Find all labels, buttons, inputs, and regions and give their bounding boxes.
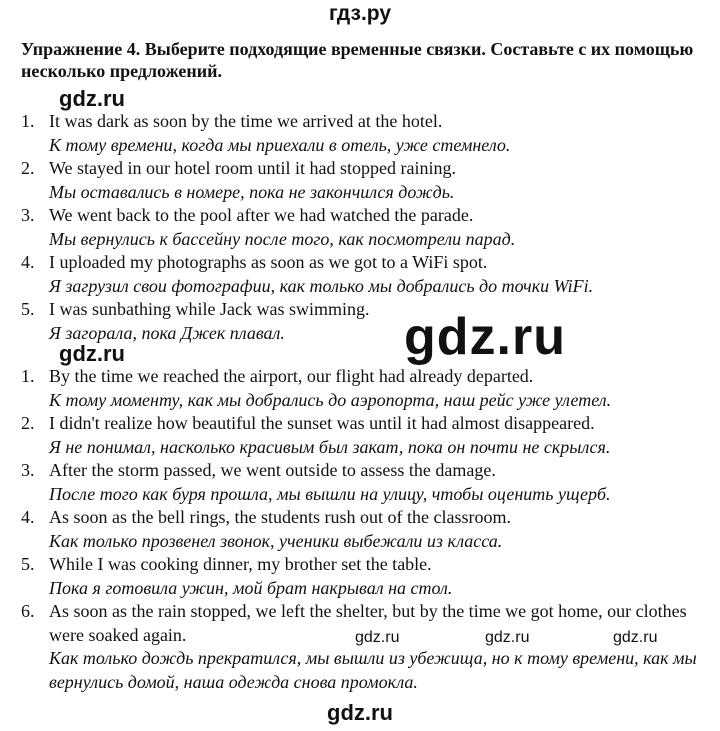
item-number: 6. (21, 601, 35, 621)
english-sentence: I didn't realize how beautiful the sunset was until it had almost disappeared. (49, 413, 595, 433)
watermark: gdz.ru (59, 341, 125, 366)
item-number: 3. (21, 205, 35, 225)
watermark: gdz.ru (59, 86, 125, 111)
item-number: 2. (21, 413, 35, 433)
russian-translation: Как только прозвенел звонок, ученики выбежали из класса. (49, 530, 503, 551)
item-number: 1. (21, 111, 35, 131)
russian-translation: Мы вернулись к бассейну после того, как посмотрели парад. (49, 228, 516, 249)
watermark-large: gdz.ru (404, 308, 566, 366)
list-item (21, 298, 711, 345)
russian-translation: Я загорала, пока Джек плавал. (49, 322, 285, 343)
site-header: гдз.ру (328, 2, 392, 25)
item-number: 4. (21, 507, 35, 527)
english-sentence: While I was cooking dinner, my brother set the table. (49, 554, 432, 574)
english-sentence: We stayed in our hotel room until it had stopped raining. (49, 158, 456, 178)
list-item (21, 365, 711, 412)
english-sentence: We went back to the pool after we had watched the parade. (49, 205, 474, 225)
watermark-small: gdz.ru (613, 629, 658, 646)
list-item (21, 412, 711, 459)
list-item (21, 157, 711, 204)
list-item (21, 553, 711, 600)
answer-list-1 (21, 110, 711, 345)
english-sentence: It was dark as soon by the time we arrived at the hotel. (49, 111, 443, 131)
russian-translation: Как только дождь прекратился, мы вышли из убежища, но к тому времени, как мы вернулись домой, наша одежда снова промокла. (49, 648, 697, 692)
russian-translation: Я загрузил свои фотографии, как только мы добрались до точки WiFi. (49, 275, 594, 296)
watermark-small: gdz.ru (485, 629, 530, 646)
list-item (21, 110, 711, 157)
english-sentence: As soon as the rain stopped, we left the shelter, but by the time we got home, our clothes were soaked again. (49, 601, 687, 645)
russian-translation: Пока я готовила ужин, мой брат накрывал на стол. (49, 577, 453, 598)
item-number: 2. (21, 158, 35, 178)
item-number: 5. (21, 554, 35, 574)
list-item (21, 251, 711, 298)
english-sentence: After the storm passed, we went outside to assess the damage. (49, 460, 496, 480)
watermark-footer: gdz.ru (327, 700, 393, 725)
russian-translation: К тому времени, когда мы приехали в отель, уже стемнело. (49, 134, 511, 155)
item-number: 3. (21, 460, 35, 480)
english-sentence: As soon as the bell rings, the students rush out of the classroom. (49, 507, 511, 527)
list-item (21, 506, 711, 553)
item-number: 1. (21, 366, 35, 386)
list-item (21, 204, 711, 251)
list-item (21, 600, 711, 694)
watermark-small: gdz.ru (355, 629, 400, 646)
list-item (21, 459, 711, 506)
russian-translation: К тому моменту, как мы добрались до аэропорта, наш рейс уже улетел. (49, 389, 612, 410)
english-sentence: By the time we reached the airport, our flight had already departed. (49, 366, 534, 386)
item-number: 5. (21, 299, 35, 319)
russian-translation: После того как буря прошла, мы вышли на улицу, чтобы оценить ущерб. (49, 483, 611, 504)
item-number: 4. (21, 252, 35, 272)
english-sentence: I was sunbathing while Jack was swimming. (49, 299, 370, 319)
exercise-title: Упражнение 4. Выберите подходящие временные связки. Составьте с их помощью несколько предложений. (21, 39, 694, 81)
english-sentence: I uploaded my photographs as soon as we got to a WiFi spot. (49, 252, 488, 272)
russian-translation: Мы оставались в номере, пока не закончился дождь. (49, 181, 455, 202)
russian-translation: Я не понимал, насколько красивым был закат, пока он почти не скрылся. (49, 436, 611, 457)
